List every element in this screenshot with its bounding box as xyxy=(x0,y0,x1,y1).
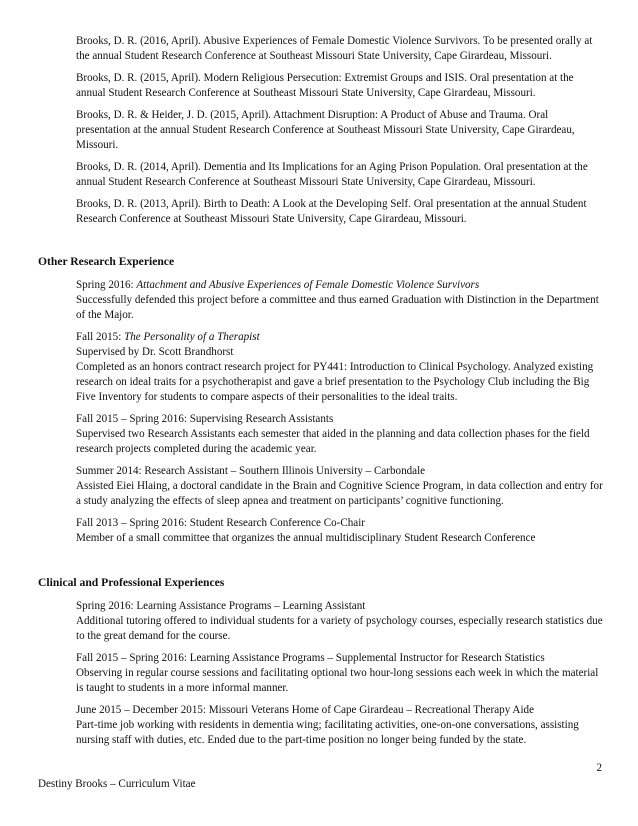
research-entry xyxy=(76,412,604,457)
page-content xyxy=(38,34,604,755)
entry-description: Member of a small committee that organizes the annual multidisciplinary Student Research Conference xyxy=(76,532,536,544)
entry-date: Summer 2014: Research Assistant – Southern Illinois University – Carbondale xyxy=(76,465,426,477)
entry-date: Spring 2016: xyxy=(76,279,137,291)
clinical-experience-section xyxy=(38,575,604,748)
entry-description: Additional tutoring offered to individual students for a variety of psychology courses, especially research statistics due to the great demand for the course. xyxy=(76,615,603,642)
entry-title: Attachment and Abusive Experiences of Female Domestic Violence Survivors xyxy=(136,279,480,291)
presentation-item: Brooks, D. R. (2014, April). Dementia and Its Implications for an Aging Prison Population. Oral presentation at the annual Student Research Conference at Southeast Missouri State University, Cape Girardeau, Missouri. xyxy=(76,161,588,188)
entry-supervisor: Supervised by Dr. Scott Brandhorst xyxy=(76,346,234,358)
entry-description: Assisted Eiei Hlaing, a doctoral candidate in the Brain and Cognitive Science Program, in data collection and entry for a study analyzing the effects of sleep apnea and treatment on participants’ cognitive functioning. xyxy=(76,480,603,507)
entry-description: Observing in regular course sessions and facilitating optional two hour-long sessions each week in which the material is taught to students in a more informal manner. xyxy=(76,667,599,694)
research-entry xyxy=(76,464,604,509)
presentations-list xyxy=(38,34,604,227)
entry-date: June 2015 – December 2015: Missouri Veterans Home of Cape Girardeau – Recreational Therapy Aide xyxy=(76,704,534,716)
page-number: 2 xyxy=(596,762,602,774)
entry-description: Part-time job working with residents in dementia wing; facilitating activities, one-on-one conversations, assisting nursing staff with duties, etc. Ended due to the part-time position no longer being funded by the state. xyxy=(76,719,579,746)
research-experience-section xyxy=(38,254,604,546)
presentation-item: Brooks, D. R. & Heider, J. D. (2015, April). Attachment Disruption: A Product of Abuse and Trauma. Oral presentation at the annual Student Research Conference at Southeast Missouri State University, Cape Girardeau, Missouri. xyxy=(76,109,575,151)
presentation-item: Brooks, D. R. (2016, April). Abusive Experiences of Female Domestic Violence Survivors. To be presented orally at the annual Student Research Conference at Southeast Missouri State University, Cape Girardeau, Missouri. xyxy=(76,35,593,62)
section-heading: Other Research Experience xyxy=(38,255,175,268)
clinical-entry xyxy=(76,599,604,644)
entry-description: Successfully defended this project before a committee and thus earned Graduation with Distinction in the Department of the Major. xyxy=(76,294,599,321)
entry-date: Fall 2013 – Spring 2016: Student Research Conference Co-Chair xyxy=(76,517,366,529)
entry-title: The Personality of a Therapist xyxy=(124,331,260,343)
page-footer: Destiny Brooks – Curriculum Vitae xyxy=(38,778,196,790)
clinical-entry xyxy=(76,703,604,748)
entry-date: Spring 2016: Learning Assistance Programs – Learning Assistant xyxy=(76,600,366,612)
entry-description: Supervised two Research Assistants each semester that aided in the planning and data collection phases for the field research projects completed during the academic year. xyxy=(76,428,590,455)
presentation-item: Brooks, D. R. (2013, April). Birth to Death: A Look at the Developing Self. Oral presentation at the annual Student Research Conference at Southeast Missouri State University, Cape Girardeau, Missouri. xyxy=(76,198,587,225)
entry-date: Fall 2015 – Spring 2016: Supervising Research Assistants xyxy=(76,413,334,425)
entry-description: Completed as an honors contract research project for PY441: Introduction to Clinical Psychology. Analyzed existing research on ideal traits for a psychotherapist and gave a brief presentation to the Psychology Club including the Big Five Inventory for students to compare aspects of their personalities to the ideal traits. xyxy=(76,361,594,403)
entry-date: Fall 2015: xyxy=(76,331,125,343)
presentation-item: Brooks, D. R. (2015, April). Modern Religious Persecution: Extremist Groups and ISIS. Oral presentation at the annual Student Research Conference at Southeast Missouri State University, Cape Girardeau, Missouri. xyxy=(76,72,574,99)
section-heading: Clinical and Professional Experiences xyxy=(38,576,225,589)
research-entry xyxy=(76,516,604,546)
entry-date: Fall 2015 – Spring 2016: Learning Assistance Programs – Supplemental Instructor for Research Statistics xyxy=(76,652,545,664)
clinical-entry xyxy=(76,651,604,696)
research-entry xyxy=(76,278,604,323)
research-entry xyxy=(76,330,604,405)
